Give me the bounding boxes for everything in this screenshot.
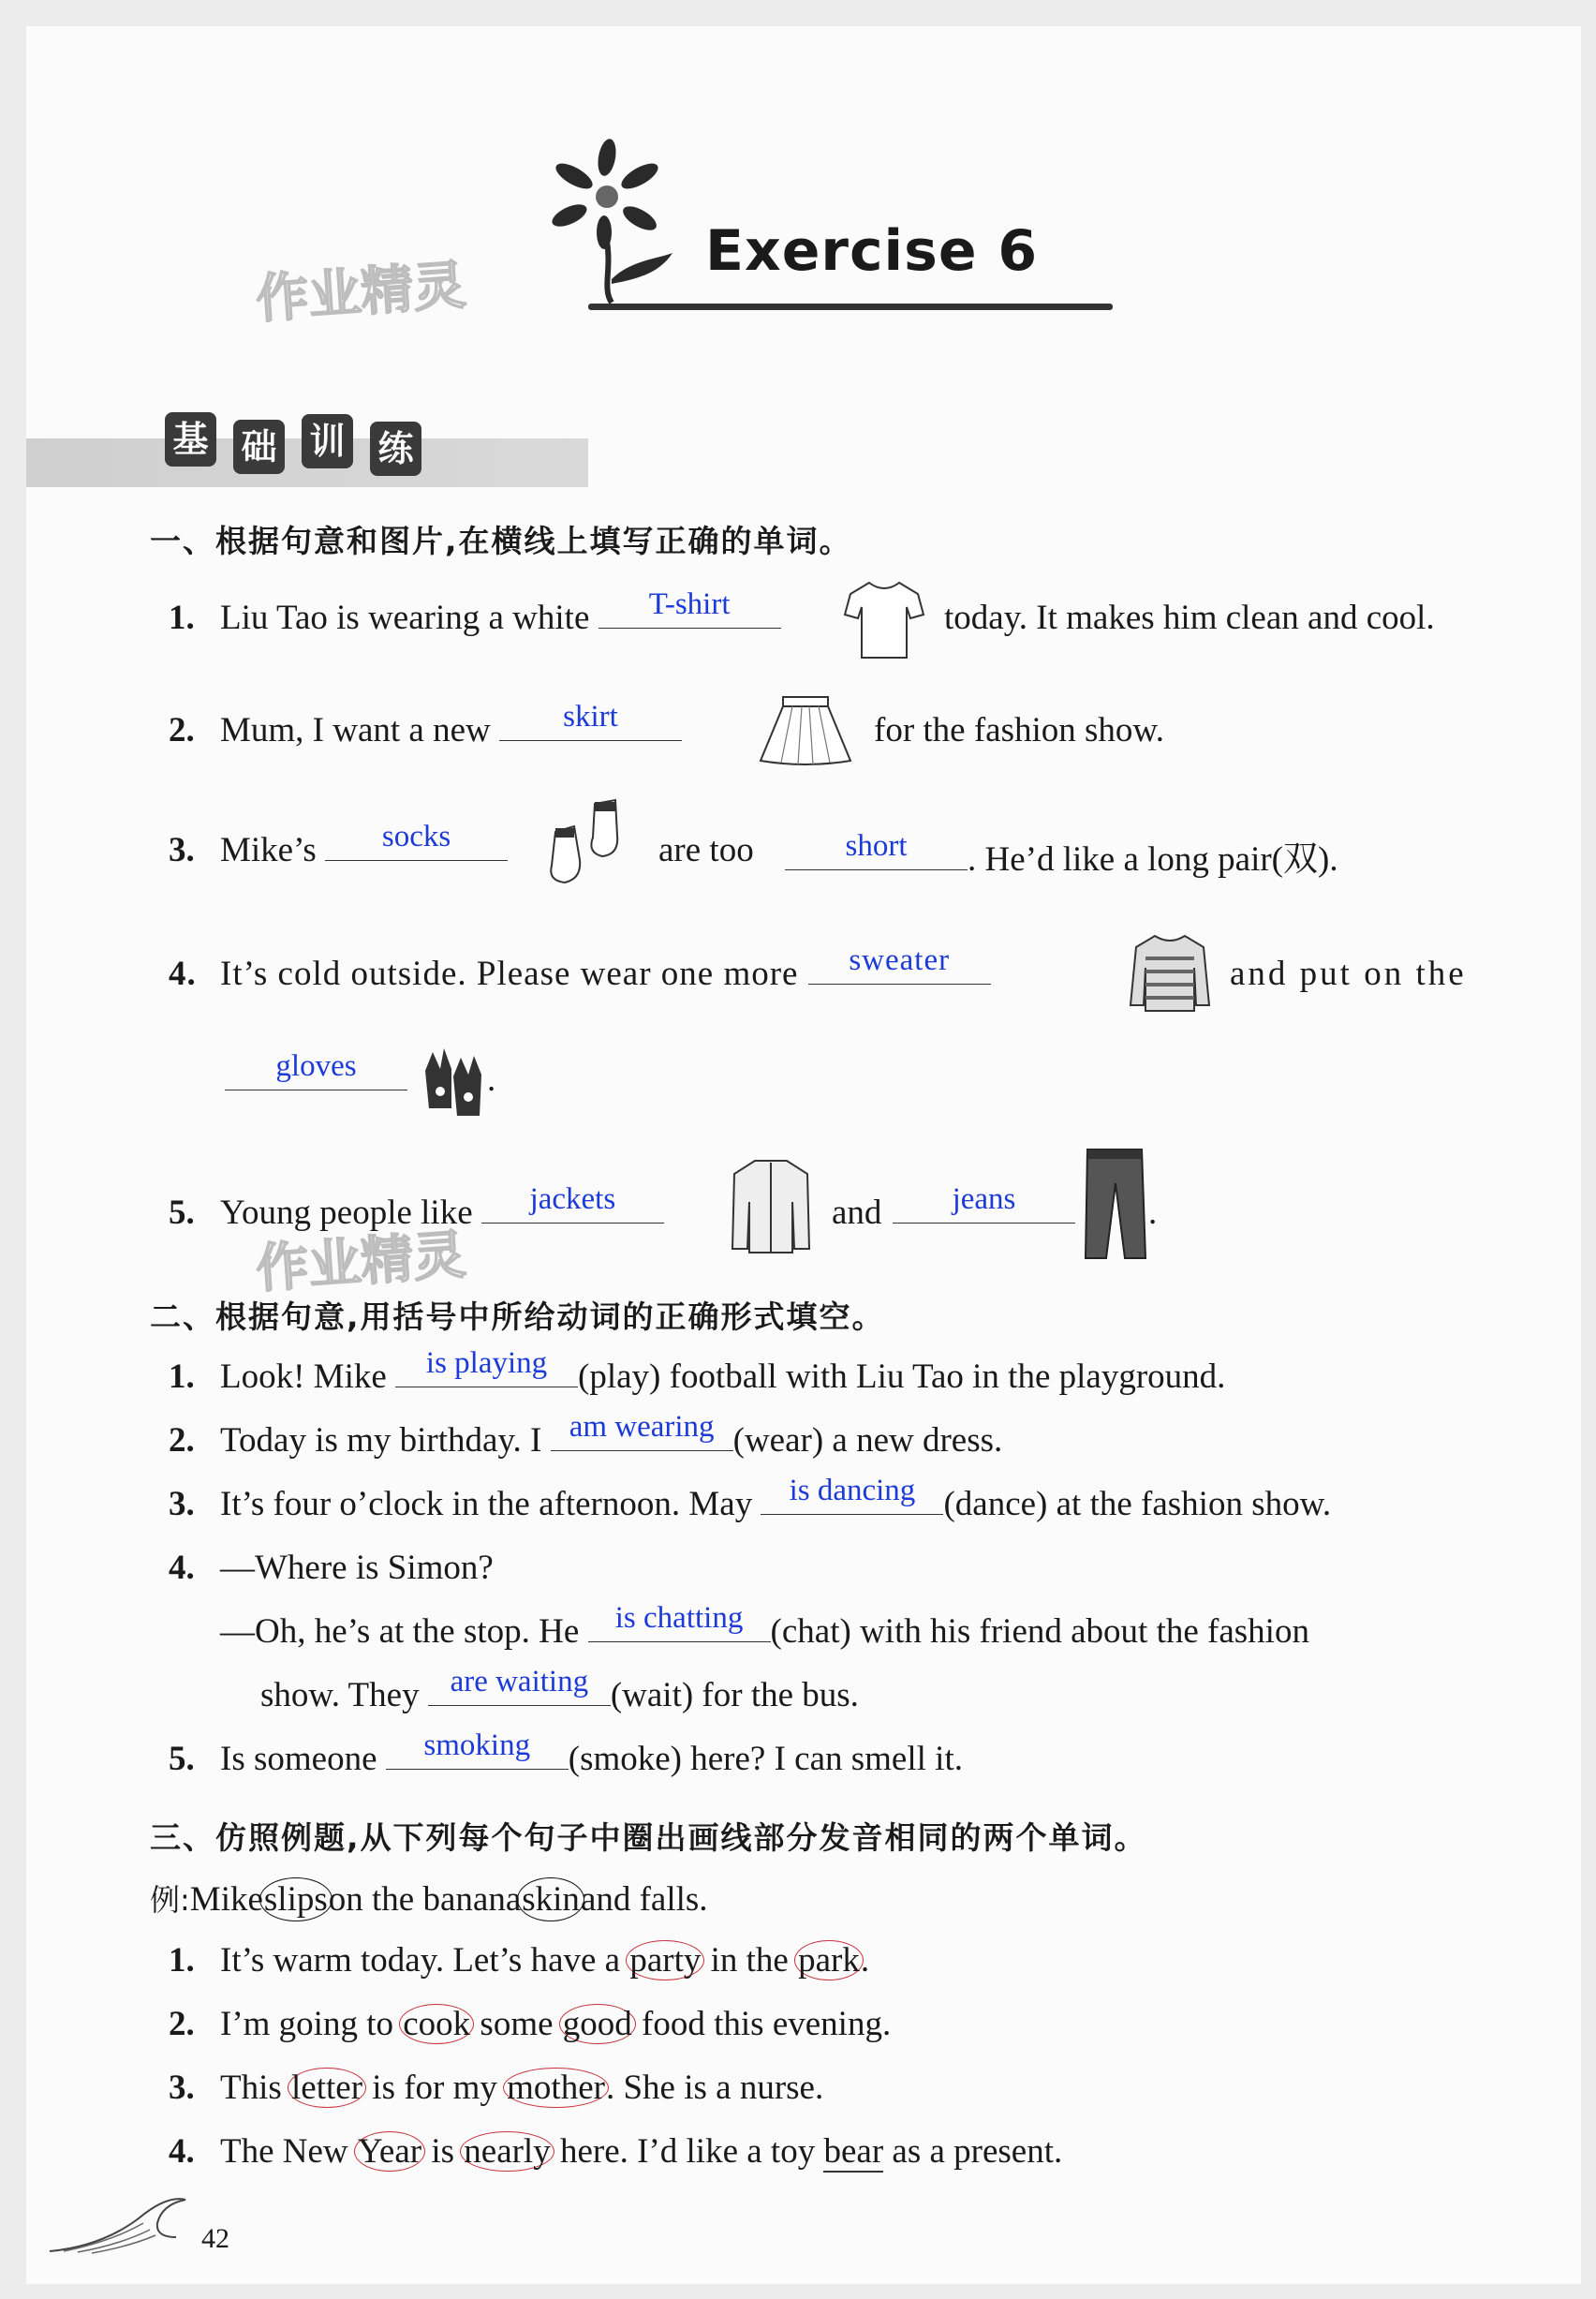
- workbook-page: [26, 26, 1581, 2284]
- answer-row: [893, 1182, 1075, 1233]
- question-row: 2. Mum, I want a new skirt: [169, 710, 682, 750]
- answer-blank[interactable]: T-shirt: [598, 600, 781, 629]
- question-row: 1. Look! Mike is playing (play) football with Liu Tao in the playground.: [169, 1346, 1226, 1396]
- title-underline: [588, 304, 1113, 310]
- question-text: for the fashion show.: [874, 711, 1164, 749]
- answer-blank[interactable]: short: [785, 841, 968, 870]
- answer-blank[interactable]: are waiting: [428, 1677, 611, 1706]
- answer-blank[interactable]: jackets: [481, 1194, 664, 1224]
- answer-blank[interactable]: is chatting: [588, 1613, 771, 1642]
- question-row: show. They are waiting (wait) for the bus.: [260, 1665, 859, 1714]
- answer-blank[interactable]: smoking: [386, 1741, 569, 1770]
- gloves-icon: [420, 1043, 485, 1122]
- answer-blank[interactable]: jeans: [893, 1194, 1075, 1224]
- question-text: and: [832, 1194, 882, 1232]
- question-row: 4. It’s cold outside. Please wear one more sweater: [169, 954, 991, 994]
- question-row: 1. Liu Tao is wearing a white T-shirt: [169, 598, 781, 638]
- answer-row: short . He’d like a long pair(双).: [785, 830, 1338, 881]
- circled-word[interactable]: park: [794, 1940, 864, 1980]
- answer-blank[interactable]: am wearing: [551, 1422, 733, 1451]
- socks-icon: [537, 794, 640, 897]
- jacket-icon: [729, 1155, 813, 1258]
- section-tag-char: 练: [370, 422, 421, 476]
- circled-word[interactable]: party: [626, 1940, 704, 1980]
- part2-instruction: 二、根据句意,用括号中所给动词的正确形式填空。: [150, 1298, 885, 1335]
- watermark: 作业精灵: [254, 1224, 468, 1300]
- wave-icon: [45, 2181, 223, 2256]
- question-row: 1. It’s warm today. Let’s have a party in the park.: [169, 1941, 870, 1980]
- page-number: 42: [201, 2223, 229, 2254]
- section-tag-char: 础: [233, 420, 285, 474]
- answer-blank[interactable]: skirt: [499, 712, 682, 741]
- part1-instruction: 一、根据句意和图片,在横线上填写正确的单词。: [150, 523, 852, 559]
- circled-word[interactable]: skin: [517, 1877, 584, 1921]
- part3-instruction: 三、仿照例题,从下列每个句子中圈出画线部分发音相同的两个单词。: [150, 1819, 1147, 1856]
- circled-word[interactable]: good: [559, 2004, 636, 2044]
- answer-row: [225, 1049, 407, 1100]
- flower-icon: [518, 139, 705, 307]
- question-text: and put on the: [1230, 955, 1467, 993]
- question-row: 2. Today is my birthday. I am wearing (wear) a new dress.: [169, 1410, 1003, 1460]
- circled-word[interactable]: nearly: [460, 2131, 554, 2172]
- circled-word[interactable]: slips: [259, 1877, 332, 1921]
- page-title: Exercise 6: [705, 218, 1039, 284]
- question-row: 4. —Where is Simon?: [169, 1549, 494, 1587]
- answer-blank[interactable]: sweater: [808, 956, 991, 985]
- circled-word[interactable]: letter: [288, 2068, 366, 2108]
- answer-blank[interactable]: is playing: [395, 1358, 578, 1387]
- tshirt-icon: [841, 577, 927, 661]
- answer-blank[interactable]: socks: [325, 832, 508, 861]
- section-tag-char: 基: [165, 412, 216, 467]
- question-row: —Oh, he’s at the stop. He is chatting (chat) with his friend about the fashion: [220, 1601, 1309, 1651]
- question-text: today. It makes him clean and cool.: [944, 599, 1435, 637]
- circled-word[interactable]: cook: [399, 2004, 474, 2044]
- circled-word[interactable]: Year: [354, 2131, 425, 2172]
- question-row: 3. This letter is for my mother. She is a nurse.: [169, 2069, 824, 2107]
- jeans-icon: [1080, 1146, 1150, 1263]
- question-row: 5. Is someone smoking (smoke) here? I can smell it.: [169, 1728, 963, 1778]
- answer-blank[interactable]: is dancing: [761, 1486, 943, 1515]
- circled-word[interactable]: mother: [503, 2068, 609, 2108]
- question-text: .: [487, 1061, 496, 1099]
- question-row: 2. I’m going to cook some good food this evening.: [169, 2005, 892, 2043]
- question-text: are too: [658, 831, 754, 869]
- example-row: 例:Mikeslipson the bananaskinand falls.: [150, 1876, 708, 1920]
- question-row: 3. Mike’s socks: [169, 830, 508, 870]
- sweater-icon: [1127, 930, 1213, 1016]
- question-row: 5. Young people like jackets: [169, 1193, 664, 1233]
- skirt-icon: [755, 693, 856, 768]
- watermark: 作业精灵: [254, 255, 468, 331]
- section-tag-char: 训: [302, 414, 353, 468]
- question-row: 3. It’s four o’clock in the afternoon. May is dancing (dance) at the fashion show.: [169, 1474, 1332, 1523]
- answer-blank[interactable]: gloves: [225, 1061, 407, 1090]
- question-row: 4. The New Year is nearly here. I’d like a toy bear as a present.: [169, 2132, 1063, 2171]
- question-text: .: [1148, 1194, 1158, 1232]
